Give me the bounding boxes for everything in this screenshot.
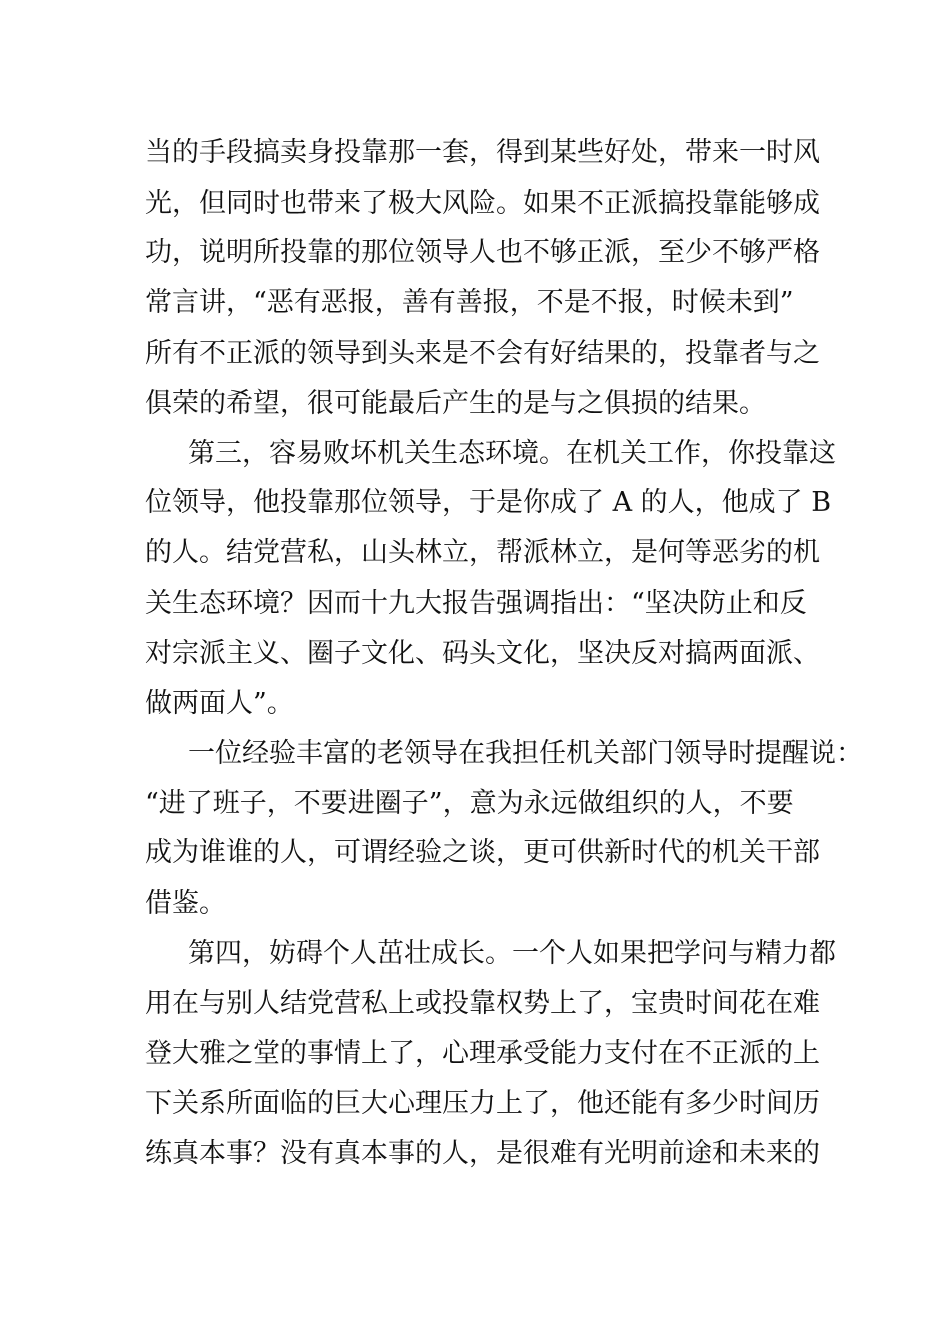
paragraph-start-line: 第四，妨碍个人茁壮成长。一个人如果把学问与精力都 — [188, 938, 836, 969]
paragraph-start-line: 第三，容易败坏机关生态环境。在机关工作，你投靠这 — [188, 438, 836, 469]
text-line: 登大雅之堂的事情上了，心理承受能力支付在不正派的上 — [145, 1038, 820, 1069]
text-line: 当的手段搞卖身投靠那一套，得到某些好处，带来一时风 — [145, 137, 820, 168]
paragraph-start-line: 一位经验丰富的老领导在我担任机关部门领导时提醒说： — [188, 738, 863, 769]
text-line: 对宗派主义、圈子文化、码头文化，坚决反对搞两面派、 — [145, 638, 820, 669]
text-line: 功，说明所投靠的那位领导人也不够正派，至少不够严格 — [145, 237, 820, 268]
text-line: 常言讲，“恶有恶报，善有善报，不是不报，时候未到” — [145, 287, 794, 318]
text-line: 俱荣的希望，很可能最后产生的是与之俱损的结果。 — [145, 388, 766, 419]
text-line: 的人。结党营私，山头林立，帮派林立，是何等恶劣的机 — [145, 537, 820, 568]
text-line: 关生态环境？因而十九大报告强调指出：“坚决防止和反 — [145, 588, 807, 619]
text-line: 下关系所面临的巨大心理压力上了，他还能有多少时间历 — [145, 1088, 820, 1119]
text-line: 借鉴。 — [145, 888, 226, 919]
text-line: 用在与别人结党营私上或投靠权势上了，宝贵时间花在难 — [145, 988, 820, 1019]
text-line: 光，但同时也带来了极大风险。如果不正派搞投靠能够成 — [145, 188, 820, 219]
text-line: “进了班子，不要进圈子”，意为永远做组织的人，不要 — [145, 788, 794, 819]
text-line: 位领导，他投靠那位领导，于是你成了 A 的人，他成了 B — [145, 487, 832, 518]
text-line: 所有不正派的领导到头来是不会有好结果的，投靠者与之 — [145, 338, 820, 369]
text-line: 成为谁谁的人，可谓经验之谈，更可供新时代的机关干部 — [145, 837, 820, 868]
text-line: 练真本事？没有真本事的人，是很难有光明前途和未来的 — [145, 1138, 820, 1169]
text-line: 做两面人”。 — [145, 688, 294, 719]
